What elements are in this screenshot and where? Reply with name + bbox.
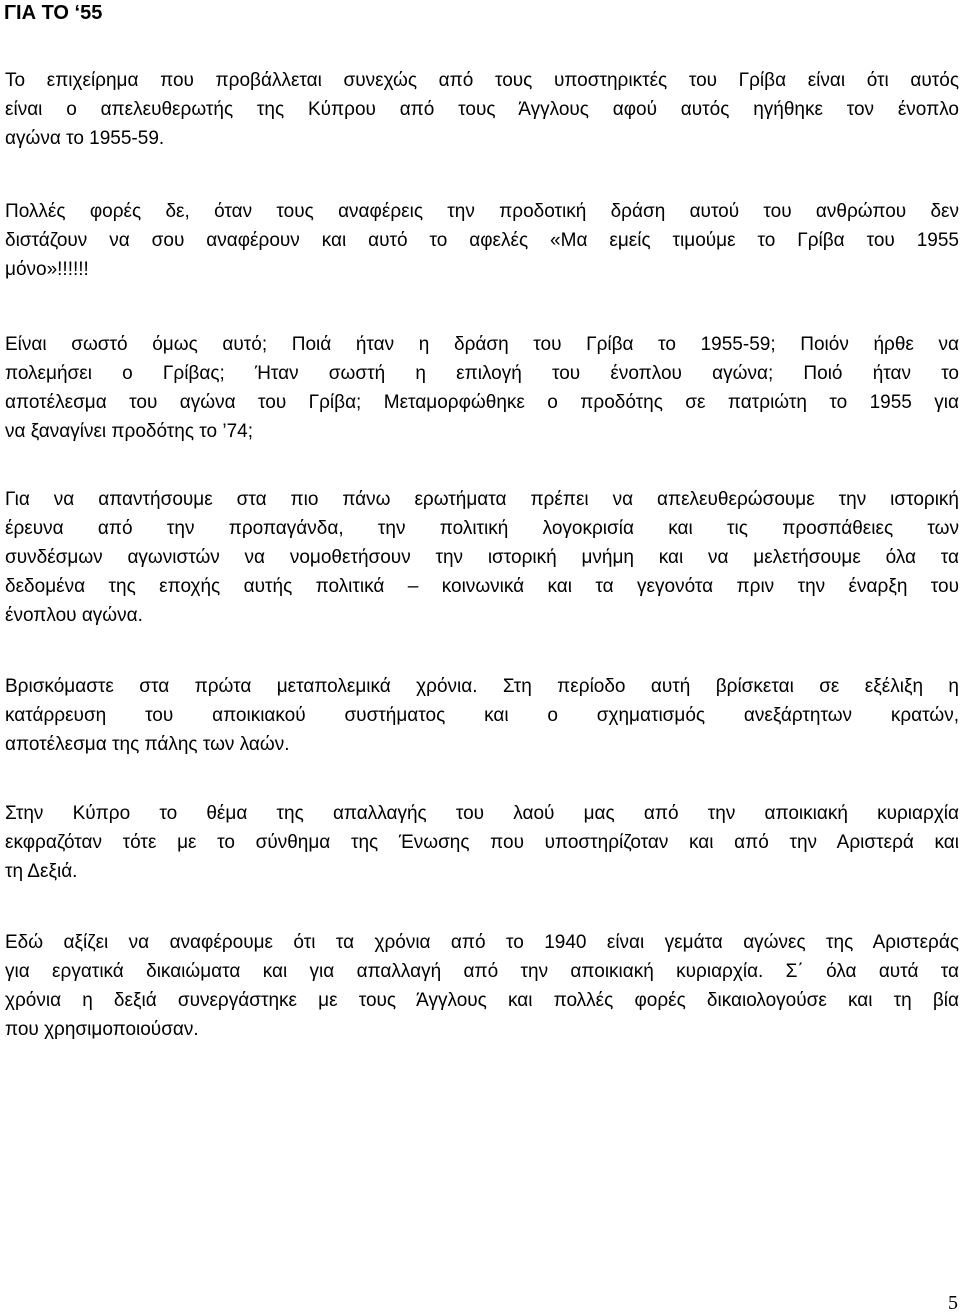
paragraph-4 <box>5 485 959 630</box>
paragraph-line: χρόνια η δεξιά συνεργάστηκε με τους Άγγλους και πολλές φορές δικαιολογούσε και τη βία <box>5 990 959 1011</box>
paragraph-line: Πολλές φορές δε, όταν τους αναφέρεις την προδοτική δράση αυτού του ανθρώπου δεν <box>5 201 959 222</box>
paragraph-line: εκφραζόταν τότε με το σύνθημα της Ένωσης που υποστηρίζοταν και από την Αριστερά και <box>5 832 959 853</box>
paragraph-line: Είναι σωστό όμως αυτό; Ποιά ήταν η δράση του Γρίβα το 1955-59; Ποιόν ήρθε να <box>5 334 959 355</box>
paragraph-line: Εδώ αξίζει να αναφέρουμε ότι τα χρόνια από το 1940 είναι γεμάτα αγώνες της Αριστεράς <box>5 932 959 953</box>
page-title: ΓΙΑ ΤΟ ‘55 <box>4 2 103 24</box>
paragraph-line: Βρισκόμαστε στα πρώτα μεταπολεμικά χρόνια. Στη περίοδο αυτή βρίσκεται σε εξέλιξη η <box>5 676 959 697</box>
page-number: 5 <box>948 1292 958 1314</box>
paragraph-line: μόνο»!!!!!! <box>5 259 89 280</box>
paragraph-line: ένοπλου αγώνα. <box>5 605 143 626</box>
paragraph-line: πολεμήσει ο Γρίβας; Ήταν σωστή η επιλογή του ένοπλου αγώνα; Ποιό ήταν το <box>5 363 959 384</box>
paragraph-line: που χρησιμοποιούσαν. <box>5 1019 199 1040</box>
paragraph-line: να ξαναγίνει προδότης το ’74; <box>5 421 254 442</box>
paragraph-line: αγώνα το 1955-59. <box>5 128 165 149</box>
paragraph-line: αποτέλεσμα της πάλης των λαών. <box>5 734 290 755</box>
paragraph-line: Το επιχείρημα που προβάλλεται συνεχώς από τους υποστηρικτές του Γρίβα είναι ότι αυτός <box>5 70 959 91</box>
paragraph-line: αποτέλεσμα του αγώνα του Γρίβα; Μεταμορφώθηκε ο προδότης σε πατριώτη το 1955 για <box>5 392 959 413</box>
paragraph-3 <box>5 330 959 446</box>
paragraph-line: έρευνα από την προπαγάνδα, την πολιτική λογοκρισία και τις προσπάθειες των <box>5 518 959 539</box>
paragraph-5 <box>5 672 959 759</box>
paragraph-line: για εργατικά δικαιώματα και για απαλλαγή από την αποικιακή κυριαρχία. Σ΄ όλα αυτά τα <box>5 961 959 982</box>
paragraph-line: Στην Κύπρο το θέμα της απαλλαγής του λαού μας από την αποικιακή κυριαρχία <box>5 803 959 824</box>
paragraph-line: συνδέσμων αγωνιστών να νομοθετήσουν την ιστορική μνήμη και να μελετήσουμε όλα τα <box>5 547 959 568</box>
paragraph-line: Για να απαντήσουμε στα πιο πάνω ερωτήματα πρέπει να απελευθερώσουμε την ιστορική <box>5 489 959 510</box>
paragraph-6 <box>5 799 959 886</box>
paragraph-1 <box>5 66 959 153</box>
paragraph-line: διστάζουν να σου αναφέρουν και αυτό το αφελές «Μα εμείς τιμούμε το Γρίβα του 1955 <box>5 230 959 251</box>
paragraph-line: κατάρρευση του αποικιακού συστήματος και ο σχηματισμός ανεξάρτητων κρατών, <box>5 705 959 726</box>
paragraph-line: τη Δεξιά. <box>5 861 78 882</box>
paragraph-line: δεδομένα της εποχής αυτής πολιτικά – κοινωνικά και τα γεγονότα πριν την έναρξη του <box>5 576 959 597</box>
paragraph-7 <box>5 928 959 1044</box>
paragraph-line: είναι ο απελευθερωτής της Κύπρου από τους Άγγλους αφού αυτός ηγήθηκε τον ένοπλο <box>5 99 959 120</box>
paragraph-2 <box>5 197 959 284</box>
